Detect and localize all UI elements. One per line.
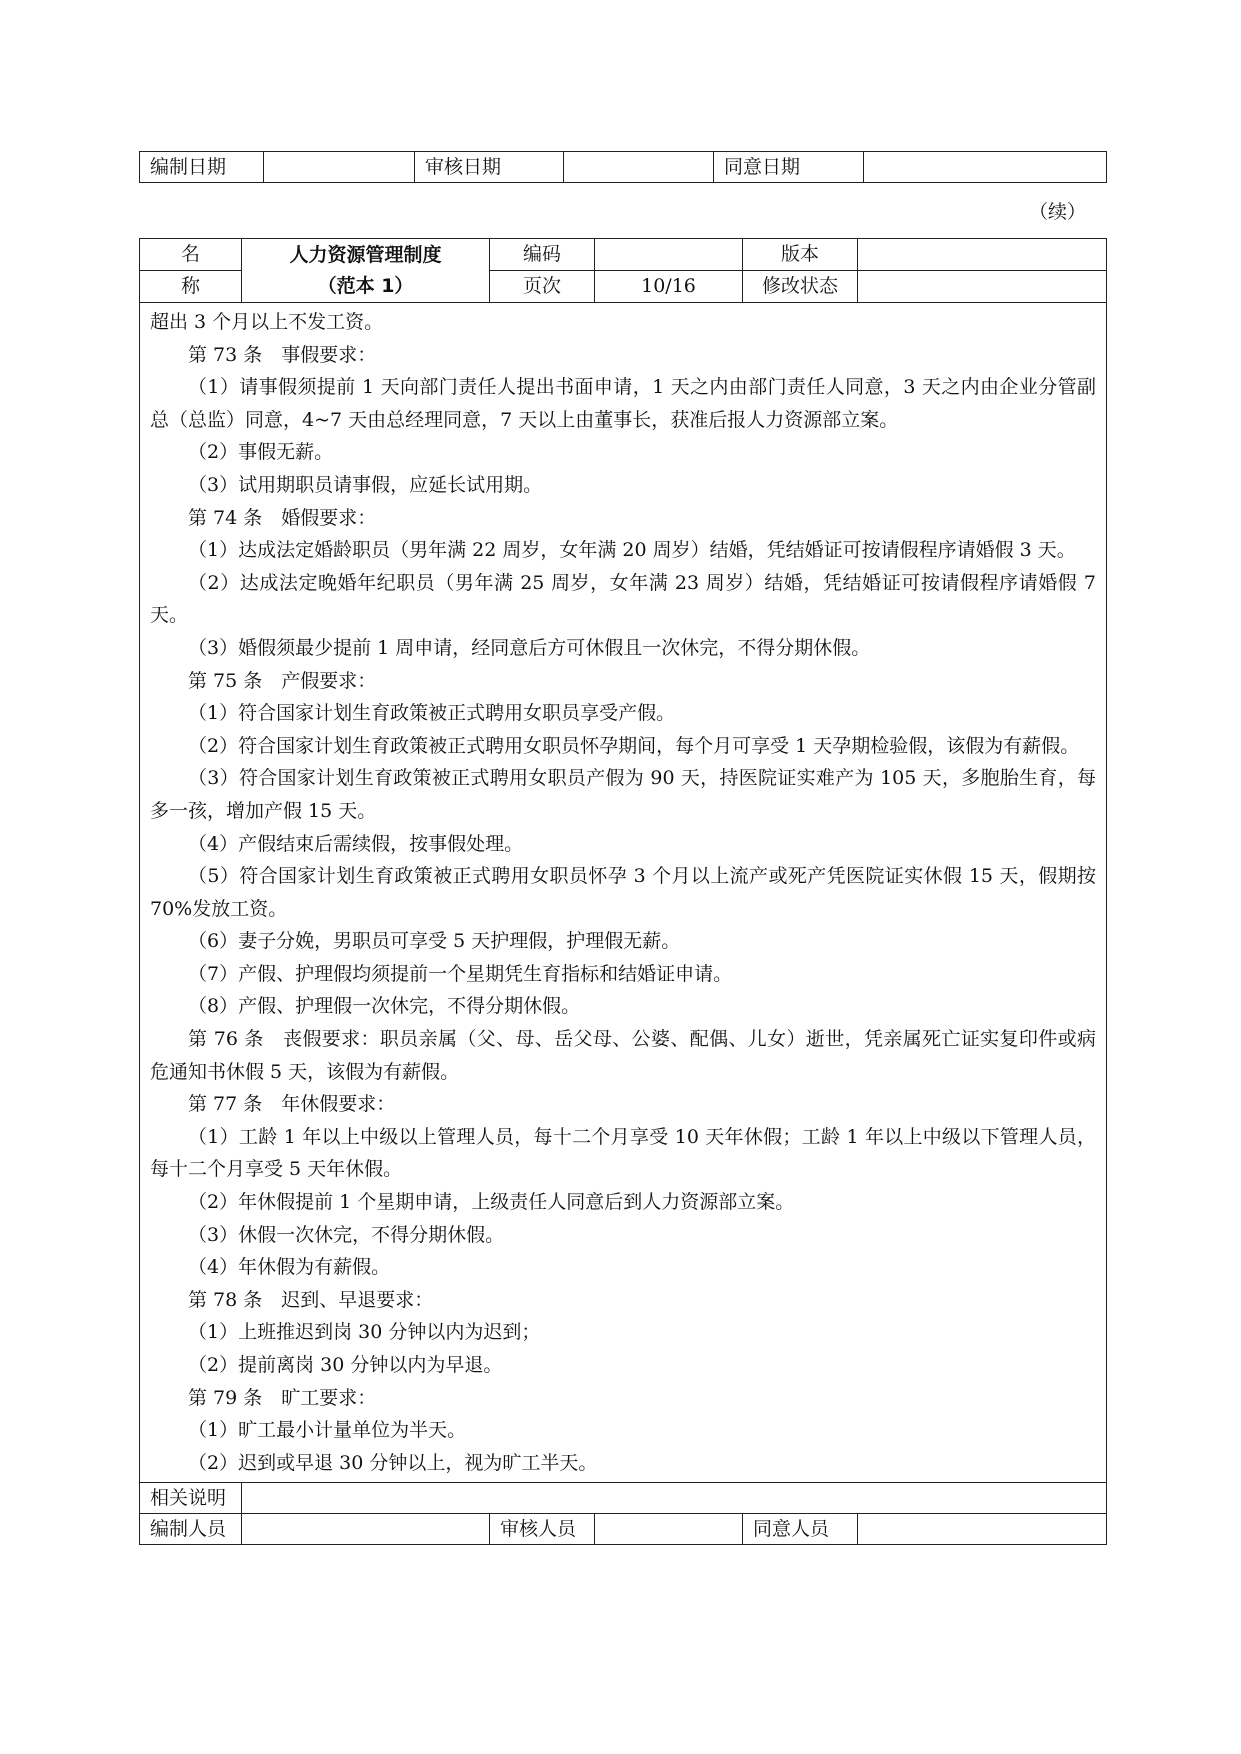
signoff-date-row [140, 152, 1107, 183]
page-value: 10/16 [595, 271, 743, 303]
name-label-bottom: 称 [140, 271, 242, 303]
approve-date-label: 同意日期 [714, 152, 864, 183]
body-paragraph: （5）符合国家计划生育政策被正式聘用女职员怀孕 3 个月以上流产或死产凭医院证实休假 15 天，假期按 70%发放工资。 [150, 865, 1096, 920]
version-value [858, 239, 1107, 271]
body-paragraph: （4）产假结束后需续假，按事假处理。 [188, 832, 524, 855]
document-title-line-2: （范本 1） [317, 274, 414, 297]
body-paragraph: （6）妻子分娩，男职员可享受 5 天护理假，护理假无薪。 [188, 930, 681, 953]
reviewer-value [595, 1514, 743, 1545]
body-paragraph: （1）请事假须提前 1 天向部门责任人提出书面申请，1 天之内由部门责任人同意，3 天之内由企业分管副总（总监）同意，4~7 天由总经理同意，7 天以上由董事长，获准后报人力资源部立案。 [150, 376, 1096, 431]
article-heading: 第 73 条 事假要求： [188, 343, 377, 366]
body-paragraph: （3）试用期职员请事假，应延长试用期。 [188, 473, 543, 496]
body-paragraph: （1）达成法定婚龄职员（男年满 22 周岁，女年满 20 周岁）结婚，凭结婚证可按请假程序请婚假 3 天。 [188, 539, 1076, 562]
signoff-date-table [139, 151, 1107, 183]
version-label: 版本 [743, 239, 858, 271]
body-paragraph: （3）婚假须最少提前 1 周申请，经同意后方可休假且一次休完，不得分期休假。 [188, 636, 871, 659]
code-label: 编码 [490, 239, 595, 271]
article-heading: 第 75 条 产假要求： [188, 669, 377, 692]
body-paragraph: （7）产假、护理假均须提前一个星期凭生育指标和结婚证申请。 [188, 962, 733, 985]
related-notes-value [242, 1483, 1107, 1514]
body-row [140, 303, 1107, 1483]
related-notes-row [140, 1483, 1107, 1514]
review-date-value [564, 152, 714, 183]
body-paragraph: （4）年休假为有薪假。 [188, 1256, 391, 1279]
approver-value [858, 1514, 1107, 1545]
body-paragraph: （1）工龄 1 年以上中级以上管理人员，每十二个月享受 10 天年休假；工龄 1 年以上中级以下管理人员，每十二个月享受 5 天年休假。 [150, 1125, 1096, 1181]
document-table [139, 238, 1107, 1545]
body-paragraph: （2）迟到或早退 30 分钟以上，视为旷工半天。 [188, 1451, 598, 1474]
body-paragraph: （2）达成法定晚婚年纪职员（男年满 25 周岁，女年满 23 周岁）结婚，凭结婚证可按请假程序请婚假 7 天。 [150, 571, 1096, 627]
compiler-value [242, 1514, 490, 1545]
document-title [242, 239, 490, 303]
body-paragraph: 超出 3 个月以上不发工资。 [150, 311, 384, 333]
body-paragraph: （2）符合国家计划生育政策被正式聘用女职员怀孕期间，每个月可享受 1 天孕期检验假，该假为有薪假。 [188, 734, 1080, 757]
compile-date-label: 编制日期 [140, 152, 264, 183]
article-heading: 第 78 条 迟到、早退要求： [188, 1288, 434, 1311]
compiler-label: 编制人员 [140, 1514, 242, 1545]
revision-value [858, 271, 1107, 303]
revision-label: 修改状态 [743, 271, 858, 303]
page-label: 页次 [490, 271, 595, 303]
body-paragraph: （1）符合国家计划生育政策被正式聘用女职员享受产假。 [188, 702, 676, 725]
article-heading: 第 77 条 年休假要求： [188, 1093, 396, 1116]
body-paragraph: （1）旷工最小计量单位为半天。 [188, 1419, 467, 1442]
body-paragraph: （2）年休假提前 1 个星期申请，上级责任人同意后到人力资源部立案。 [188, 1191, 795, 1214]
document-title-line-1: 人力资源管理制度 [289, 243, 442, 266]
approver-label: 同意人员 [743, 1514, 858, 1545]
body-paragraph: （8）产假、护理假一次休完，不得分期休假。 [188, 995, 581, 1018]
body-paragraph: （2）事假无薪。 [188, 441, 334, 464]
code-value [595, 239, 743, 271]
article-heading: 第 79 条 旷工要求： [188, 1386, 377, 1409]
signoff-people-row [140, 1514, 1107, 1545]
header-row-1 [140, 239, 1107, 271]
body-paragraph: （3）符合国家计划生育政策被正式聘用女职员产假为 90 天，持医院证实难产为 105 天，多胞胎生育，每多一孩，增加产假 15 天。 [150, 767, 1096, 822]
continued-label: （续） [1028, 201, 1086, 223]
related-notes-label: 相关说明 [140, 1483, 242, 1514]
compile-date-value [264, 152, 415, 183]
document-body [140, 303, 1107, 1483]
body-paragraph: （2）提前离岗 30 分钟以内为早退。 [188, 1354, 503, 1376]
body-paragraph: （3）休假一次休完，不得分期休假。 [188, 1223, 505, 1246]
article-heading: 第 76 条 丧假要求：职员亲属（父、母、岳父母、公婆、配偶、儿女）逝世，凭亲属死亡证实复印件或病危通知书休假 5 天，该假为有薪假。 [150, 1028, 1096, 1083]
body-paragraph: （1）上班推迟到岗 30 分钟以内为迟到； [188, 1321, 541, 1344]
review-date-label: 审核日期 [415, 152, 564, 183]
article-heading: 第 74 条 婚假要求： [188, 506, 377, 529]
reviewer-label: 审核人员 [490, 1514, 595, 1545]
name-label-top: 名 [140, 239, 242, 271]
approve-date-value [864, 152, 1107, 183]
